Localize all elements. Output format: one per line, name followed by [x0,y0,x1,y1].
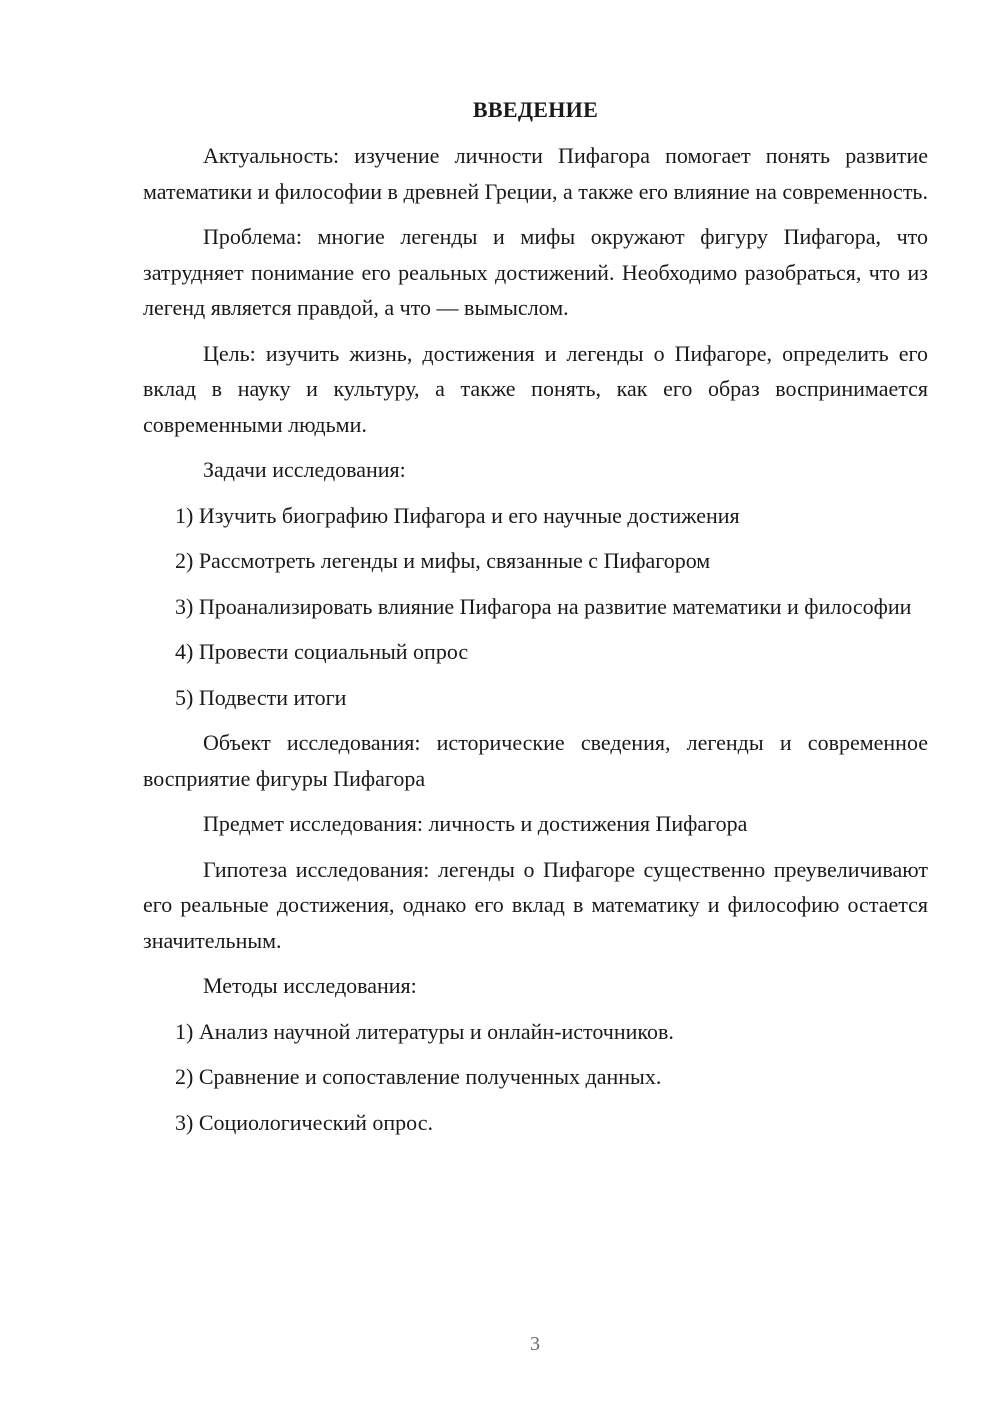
list-item: 4) Провести социальный опрос [175,639,469,664]
problem-paragraph: Проблема: многие легенды и мифы окружают фигуру Пифагора, что затрудняет понимание его реальных достижений. Необходимо разобраться, что из легенд является правдой, а что — вымыслом. [143,224,928,320]
goal-paragraph: Цель: изучить жизнь, достижения и легенды о Пифагоре, определить его вклад в науку и культуру, а также понять, как его образ воспринимается современными людьми. [143,340,928,437]
tasks-list [143,498,928,716]
page-number: 3 [530,1333,540,1355]
relevance-paragraph: Актуальность: изучение личности Пифагора помогает понять развитие математики и философии в древней Греции, а также его влияние на современность. [143,143,928,204]
list-item: 3) Проанализировать влияние Пифагора на развитие математики и философии [175,593,912,619]
subject-paragraph: Предмет исследования: личность и достижения Пифагора [203,811,748,836]
methods-list [143,1014,928,1141]
object-paragraph: Объект исследования: исторические сведения, легенды и современное восприятие фигуры Пифагора [143,730,928,791]
list-item: 2) Сравнение и сопоставление полученных данных. [175,1064,662,1089]
page-title: ВВЕДЕНИЕ [472,97,599,122]
methods-heading: Методы исследования: [203,973,417,998]
list-item: 1) Анализ научной литературы и онлайн-источников. [175,1018,674,1044]
list-item: 3) Социологический опрос. [175,1109,433,1135]
list-item: 1) Изучить биографию Пифагора и его научные достижения [175,502,740,528]
document-page [143,92,928,1140]
tasks-heading: Задачи исследования: [203,457,406,482]
hypothesis-paragraph: Гипотеза исследования: легенды о Пифагоре существенно преувеличивают его реальные достижения, однако его вклад в математику и философию остается значительным. [143,856,928,953]
list-item: 5) Подвести итоги [175,684,347,710]
list-item: 2) Рассмотреть легенды и мифы, связанные с Пифагором [175,548,711,573]
